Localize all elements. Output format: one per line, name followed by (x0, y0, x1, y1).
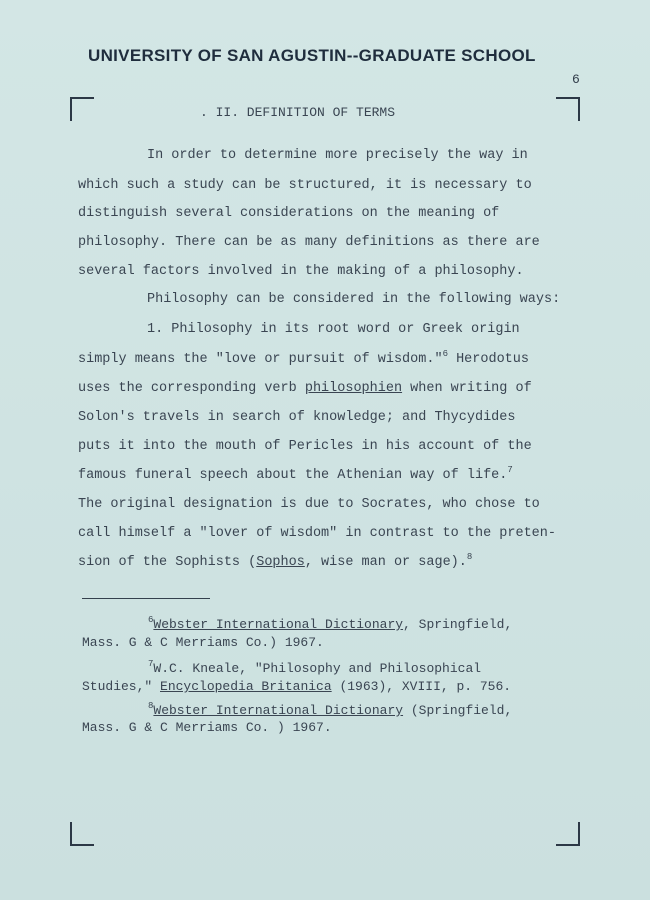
body-line: several factors involved in the making of a philosophy. (78, 264, 524, 279)
text-run: uses the corresponding verb (78, 381, 305, 396)
page-number: 6 (572, 72, 580, 87)
body-line: The original designation is due to Socrates, who chose to (78, 497, 540, 512)
body-line: 1. Philosophy in its root word or Greek origin (147, 322, 520, 337)
section-title: . II. DEFINITION OF TERMS (200, 105, 396, 120)
footnote-ref: 8 (466, 552, 473, 562)
footnote-8-line-1 (148, 703, 512, 719)
text-run: sion of the Sophists ( (78, 555, 257, 570)
text-run: , Springfield, (403, 617, 513, 632)
underlined-term: philosophien (304, 381, 403, 396)
footnote-6-line-2: Mass. G & C Merriams Co.) 1967. (82, 635, 324, 650)
corner-mark-bottom-left (70, 822, 94, 846)
body-line (78, 381, 532, 397)
text-run: simply means the "love or pursuit of wisdom." (78, 352, 443, 367)
body-line: puts it into the mouth of Pericles in his account of the (78, 439, 532, 454)
footnote-number: 7 (148, 659, 154, 669)
text-run: famous funeral speech about the Athenian way of life. (78, 468, 508, 483)
footnote-6-line-1 (148, 617, 512, 633)
footnote-ref: 7 (507, 465, 513, 475)
body-line: distinguish several considerations on the meaning of (78, 206, 500, 221)
text-run: Studies," (82, 679, 161, 694)
footnote-number: 6 (148, 615, 154, 625)
text-run: Herodotus (447, 352, 529, 367)
citation-title: Webster International Dictionary (153, 703, 404, 718)
footnote-separator (82, 598, 210, 599)
body-line: philosophy. There can be as many definitions as there are (78, 235, 540, 250)
text-run: when writing of (402, 381, 532, 396)
body-line (78, 349, 529, 368)
citation-title: Encyclopedia Britanica (160, 679, 332, 694)
text-run: (1963), XVIII, p. 756. (331, 679, 512, 694)
body-line: call himself a "lover of wisdom" in contrast to the preten- (78, 526, 556, 541)
corner-mark-top-right (556, 97, 580, 121)
text-run: W.C. Kneale, "Philosophy and Philosophical (153, 661, 482, 676)
corner-mark-top-left (70, 97, 94, 121)
body-line: Solon's travels in search of knowledge; and Thycydides (78, 410, 516, 425)
footnote-number: 8 (148, 701, 154, 711)
footnote-ref: 6 (442, 349, 448, 359)
footnote-8-line-2: Mass. G & C Merriams Co. ) 1967. (82, 720, 332, 735)
footnote-7-line-1 (148, 661, 481, 677)
text-run: , wise man or sage). (304, 555, 467, 570)
body-line (78, 552, 473, 571)
footnote-7-line-2 (82, 679, 511, 695)
corner-mark-bottom-right (556, 822, 580, 846)
body-line: In order to determine more precisely the way in (147, 148, 528, 163)
body-line: Philosophy can be considered in the following ways: (147, 292, 561, 307)
text-run: (Springfield, (403, 703, 513, 718)
underlined-term: Sophos (256, 555, 305, 570)
body-line: which such a study can be structured, it is necessary to (78, 178, 532, 193)
body-line (78, 465, 513, 484)
page-header: UNIVERSITY OF SAN AGUSTIN--GRADUATE SCHOOL (88, 46, 536, 65)
citation-title: Webster International Dictionary (153, 617, 404, 632)
